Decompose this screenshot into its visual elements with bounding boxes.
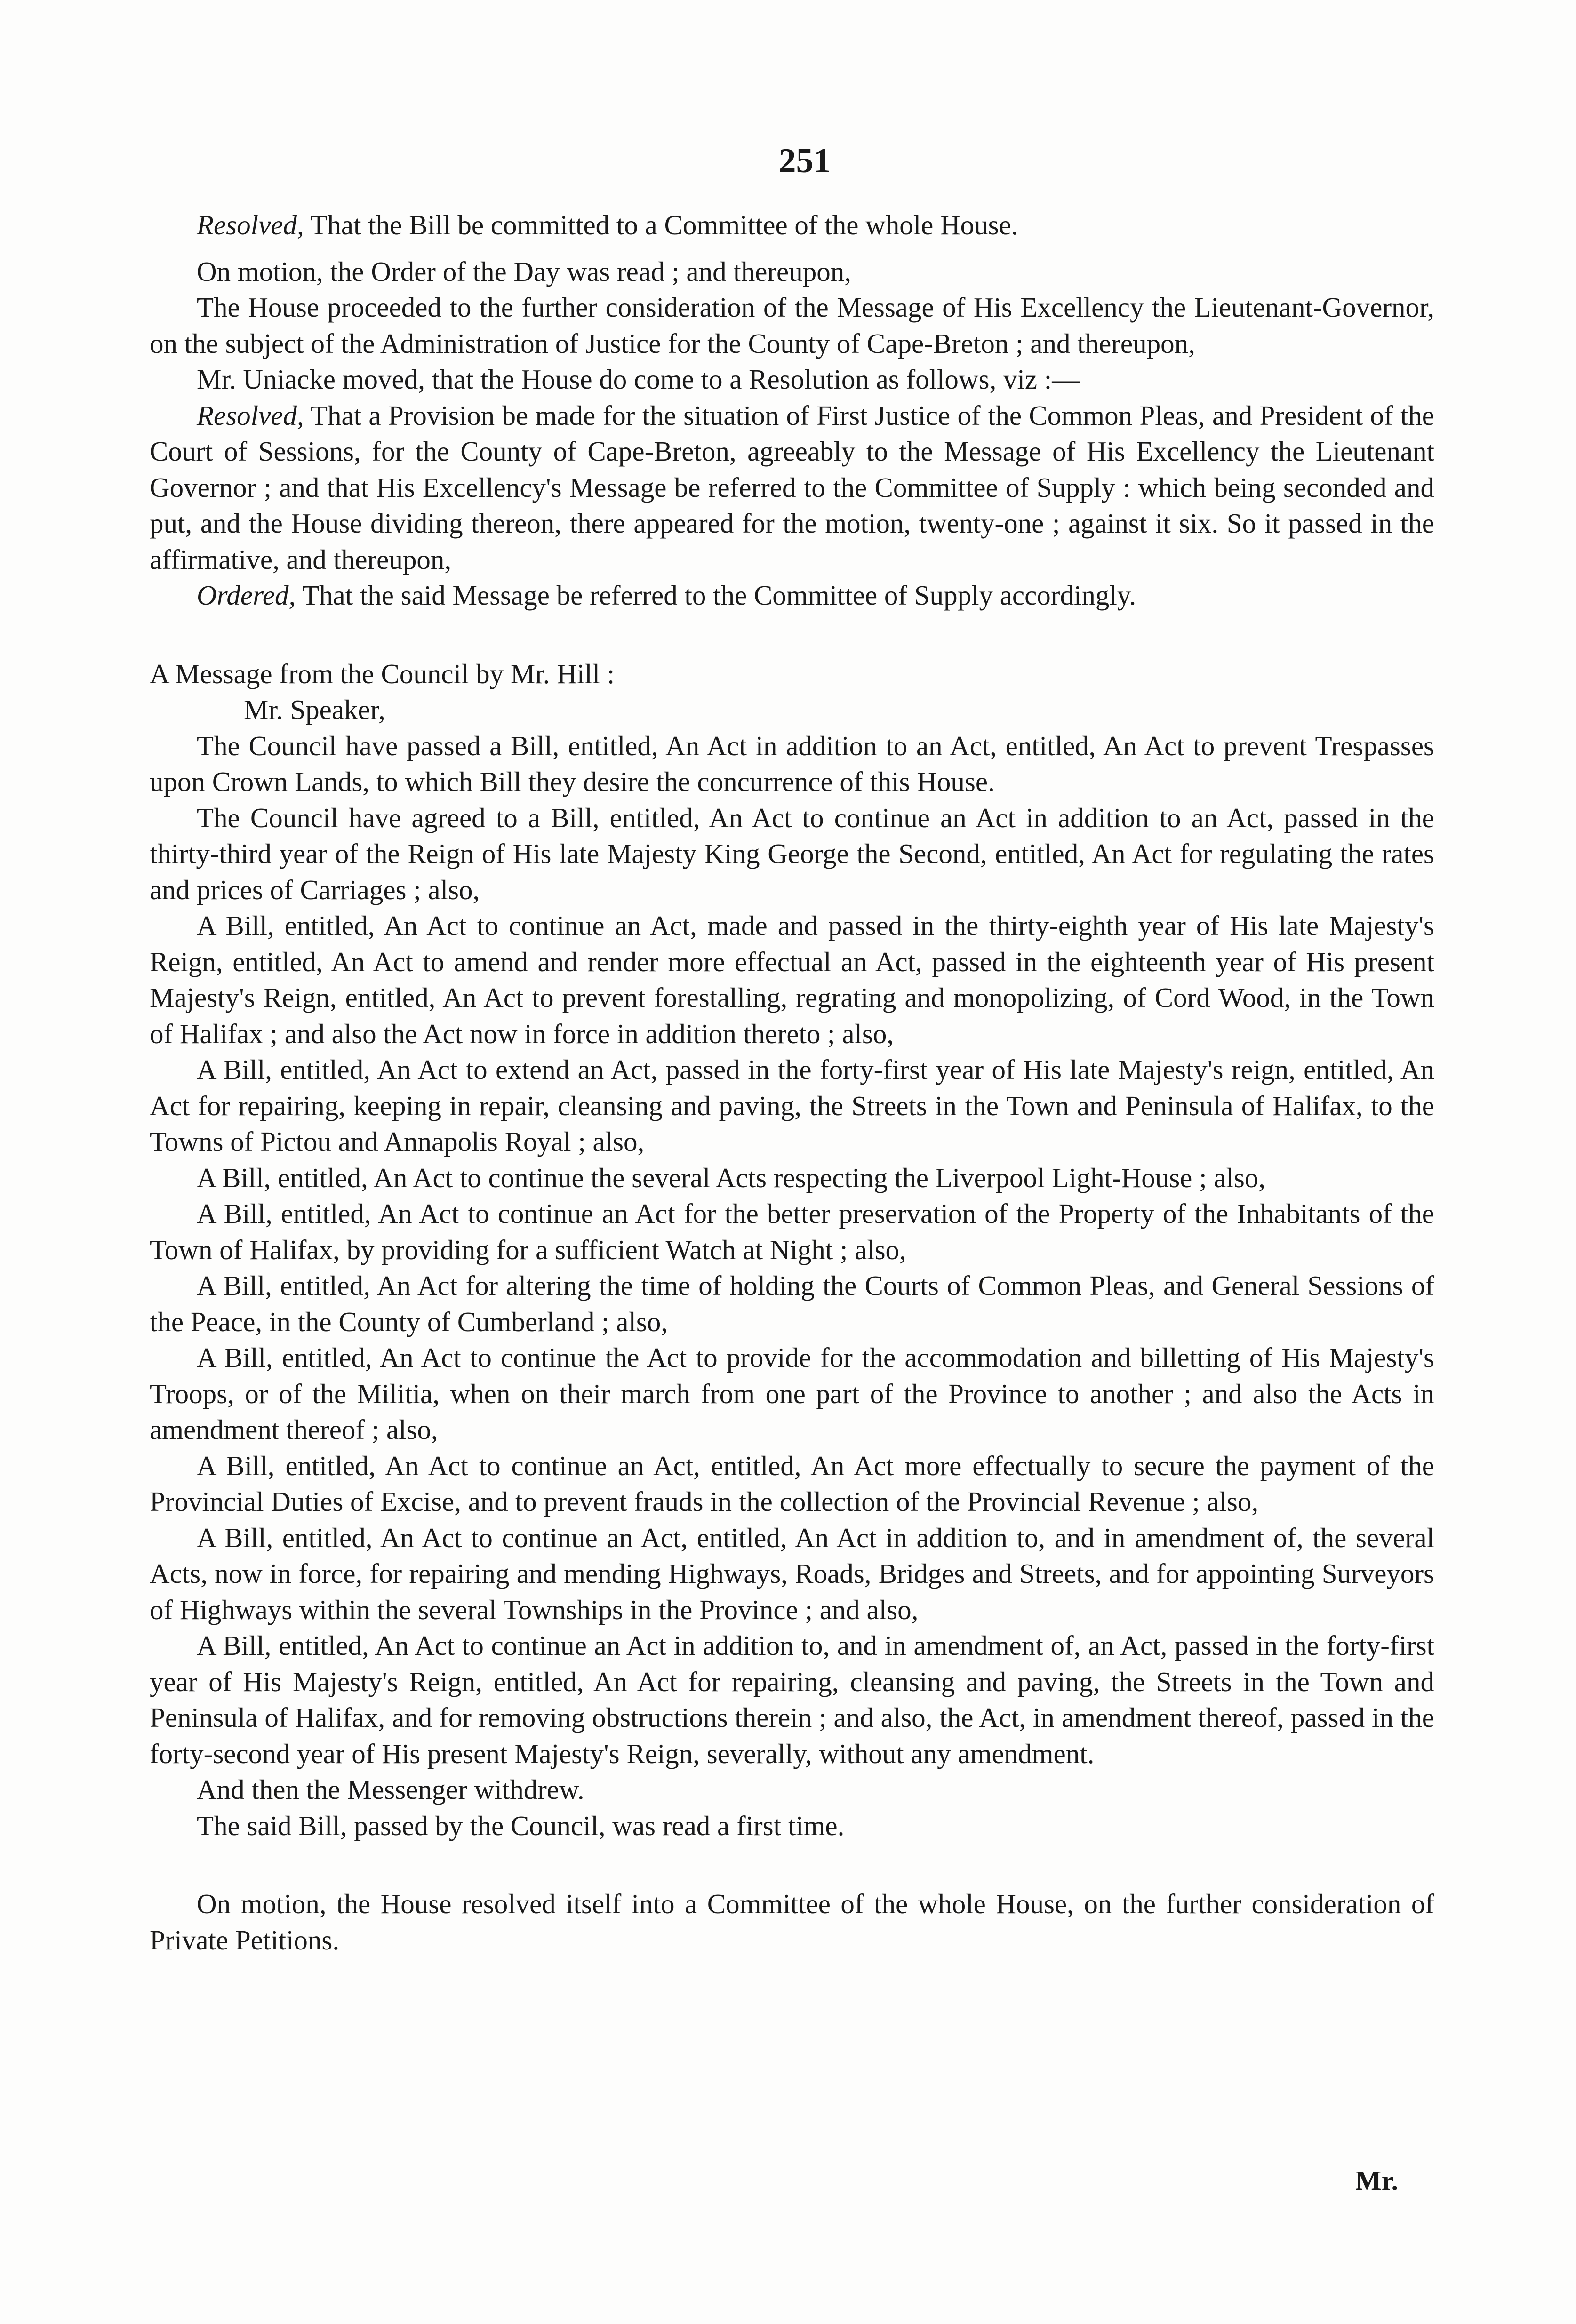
paragraph-private-petitions <box>150 1886 1434 1958</box>
page-number: 251 <box>778 142 831 180</box>
paragraph-highways-bill <box>150 1520 1434 1628</box>
paragraph-mr-speaker <box>150 692 1434 728</box>
paragraph-streets-extension-bill <box>150 1052 1434 1160</box>
paragraph-light-house-bill <box>150 1160 1434 1196</box>
paragraph-text: Mr. Uniacke moved, that the House do come to a Resolution as follows, viz :— <box>197 364 1080 395</box>
paragraph-text: That a Provision be made for the situation of First Justice of the Common Pleas, and President of the Court of Sessions, for the County of Cape-Breton, agreeably to the Message of His Excellency the Lieutenant Governor ; and that His Excellency's Message be referred to the Committee of Supply : which being seconded and put, and the House dividing thereon, there appeared for the motion, twenty-one ; against it six. So it passed in the affirmative, and thereupon, <box>150 399 1434 575</box>
paragraph-text: The said Bill, passed by the Council, was read a first time. <box>197 1810 845 1841</box>
paragraph-text: A Bill, entitled, An Act to continue an Act, entitled, An Act more effectually to secure the payment of the Provincial Duties of Excise, and to prevent frauds in the collection of the Provincial Revenue ; also, <box>150 1450 1434 1517</box>
paragraph-text: A Bill, entitled, An Act to continue an Act in addition to, and in amendment of, an Act, passed in the forty-first year of His Majesty's Reign, entitled, An Act for repairing, cleansing and paving, the Streets in the Town and Peninsula of Halifax, and for removing obstructions therein ; and also, the Act, in amendment thereof, passed in the forty-second year of His present Majesty's Reign, severally, without any amendment. <box>150 1630 1434 1769</box>
paragraph-first-reading <box>150 1808 1434 1844</box>
paragraph-resolved-provision <box>150 398 1434 578</box>
paragraph-lead: Resolved, <box>197 209 304 240</box>
paragraph-cumberland-courts-bill <box>150 1268 1434 1340</box>
paragraph-ordered-supply <box>150 577 1434 614</box>
paragraph-text: A Bill, entitled, An Act to continue the several Acts respecting the Liverpool Light-House ; also, <box>197 1162 1266 1193</box>
paragraph-text: On motion, the Order of the Day was read ; and thereupon, <box>197 256 851 287</box>
paragraph-text: On motion, the House resolved itself into a Committee of the whole House, on the further consideration of Private Petitions. <box>150 1888 1434 1956</box>
paragraph-text: A Bill, entitled, An Act to continue an Act, made and passed in the thirty-eighth year of His late Majesty's Reign, entitled, An Act to amend and render more effectual an Act, passed in the eighteenth year of His present Majesty's Reign, entitled, An Act to prevent forestalling, regrating and monopolizing, of Cord Wood, in the Town of Halifax ; and also the Act now in force in addition thereto ; also, <box>150 910 1434 1049</box>
paragraph-carriages-bill <box>150 800 1434 908</box>
paragraph-lead: Resolved, <box>197 399 304 431</box>
paragraph-messenger-withdrew <box>150 1772 1434 1808</box>
paragraph-uniacke-motion <box>150 361 1434 398</box>
paragraph-text: A Bill, entitled, An Act to continue an Act for the better preservation of the Property of the Inhabitants of the Town of Halifax, by providing for a sufficient Watch at Night ; also, <box>150 1198 1434 1265</box>
catchword: Mr. <box>1355 2165 1399 2196</box>
paragraph-text: The Council have agreed to a Bill, entitled, An Act to continue an Act in addition to an Act, passed in the thirty-third year of the Reign of His late Majesty King George the Second, entitled, An Act for regulating the rates and prices of Carriages ; also, <box>150 802 1434 905</box>
journal-text <box>150 207 1434 1958</box>
paragraph-message-consideration <box>150 289 1434 361</box>
paragraph-billetting-bill <box>150 1340 1434 1448</box>
paragraph-order-of-day <box>150 254 1434 290</box>
paragraph-text: A Bill, entitled, An Act to continue an Act, entitled, An Act in addition to, and in amendment of, the several Acts, now in force, for repairing and mending Highways, Roads, Bridges and Streets, and for appointing Surveyors of Highways within the several Townships in the Province ; and also, <box>150 1522 1434 1625</box>
paragraph-resolved-committee <box>150 207 1434 243</box>
paragraph-cord-wood-bill <box>150 908 1434 1052</box>
paragraph-council-message <box>150 656 1434 692</box>
paragraph-text: That the Bill be committed to a Committee of the whole House. <box>304 209 1018 240</box>
paragraph-text: And then the Messenger withdrew. <box>197 1774 584 1805</box>
paragraph-lead: Ordered, <box>197 580 296 611</box>
paragraph-halifax-streets-bill <box>150 1628 1434 1772</box>
paragraph-text: Mr. Speaker, <box>244 694 385 725</box>
paragraph-text: The Council have passed a Bill, entitled, An Act in addition to an Act, entitled, An Act to prevent Trespasses upon Crown Lands, to which Bill they desire the concurrence of this House. <box>150 730 1434 797</box>
paragraph-text: A Bill, entitled, An Act for altering the time of holding the Courts of Common Pleas, and General Sessions of the Peace, in the County of Cumberland ; also, <box>150 1270 1434 1337</box>
paragraph-excise-bill <box>150 1448 1434 1520</box>
paragraph-night-watch-bill <box>150 1196 1434 1268</box>
paragraph-text: The House proceeded to the further consideration of the Message of His Excellency the Lieutenant-Governor, on the subject of the Administration of Justice for the County of Cape-Breton ; and thereupon, <box>150 292 1434 359</box>
paragraph-text: A Message from the Council by Mr. Hill : <box>150 658 615 689</box>
paragraph-crown-lands-bill <box>150 728 1434 800</box>
paragraph-text: A Bill, entitled, An Act to extend an Act, passed in the forty-first year of His late Majesty's reign, entitled, An Act for repairing, keeping in repair, cleansing and paving, the Streets in the Town and Peninsula of Halifax, to the Towns of Pictou and Annapolis Royal ; also, <box>150 1054 1434 1157</box>
paragraph-text: That the said Message be referred to the Committee of Supply accordingly. <box>296 580 1136 611</box>
paragraph-text: A Bill, entitled, An Act to continue the Act to provide for the accommodation and billetting of His Majesty's Troops, or of the Militia, when on their march from one part of the Province to another ; and also the Acts in amendment thereof ; also, <box>150 1342 1434 1445</box>
